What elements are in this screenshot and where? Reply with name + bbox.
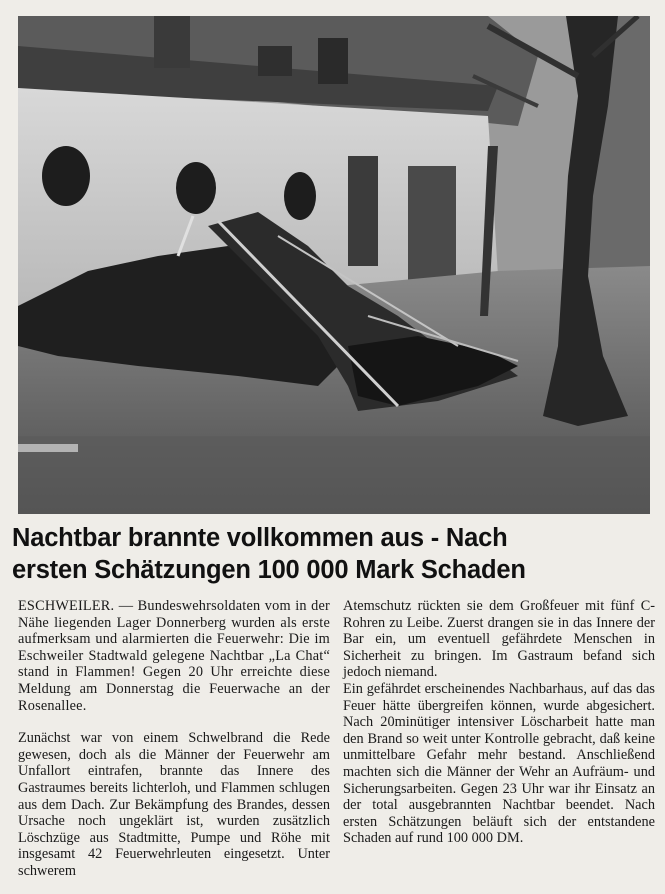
article-photo [18,16,650,514]
headline-line-1: Nachtbar brannte vollkommen aus - Nach [12,524,508,552]
paragraph-4: Ein gefährdet erscheinendes Nachbarhaus, auf das das Feuer hätte übergreifen können, wurde abgesichert. Nach 20minütiger intensiver Löscharbeit hatte man den Brand so weit unter Kontrolle gebracht, daß keine unmittelbare Gefahr mehr bestand. Anschließend machten sich die Männer der Wehr an Aufräum- und Sicherungsarbeiten. Gegen 23 Uhr war ihr Einsatz an der total ausgebrannten Nachtbar beendet. Nach ersten Schätzungen beläuft sich der entstandene Schaden auf rund 100 000 DM. [343,680,655,847]
paragraph-3: Atemschutz rückten sie dem Großfeuer mit fünf C-Rohren zu Leibe. Zuerst drangen sie in das Innere der Bar ein, um eventuell gefährdete Menschen in Sicherheit zu bringen. Im Gastraum befand sich jedoch niemand. [343,598,655,681]
burned-building-photo [18,16,650,514]
article-column-left [18,598,330,880]
article-column-right [343,598,655,847]
paragraph-2: Zunächst war von einem Schwelbrand die Rede gewesen, doch als die Männer der Feuerwehr am Unfallort eintrafen, brannte das Innere des Gastraumes bereits lichterloh, und Flammen schlugen aus dem Dach. Zur Bekämpfung des Brandes, dessen Ursache noch ungeklärt ist, wurden zusätzlich Löschzüge aus Stadtmitte, Pumpe und Röhe mit insgesamt 42 Feuerwehrleuten eingesetzt. Unter schwerem [18,730,330,879]
column-divider [336,598,337,884]
paragraph-1: ESCHWEILER. — Bundeswehrsoldaten vom in der Nähe liegenden Lager Donnerberg wurden als erste aufmerksam und alarmierten die Feuerwehr: Die im Eschweiler Stadtwald gelegene Nachtbar „La Chat“ stand in Flammen! Gegen 20 Uhr erreichte diese Meldung am Donnerstag die Feuerwache an der Rosenallee. [18,598,330,714]
headline [12,522,652,586]
headline-line-2: ersten Schätzungen 100 000 Mark Schaden [12,556,526,584]
